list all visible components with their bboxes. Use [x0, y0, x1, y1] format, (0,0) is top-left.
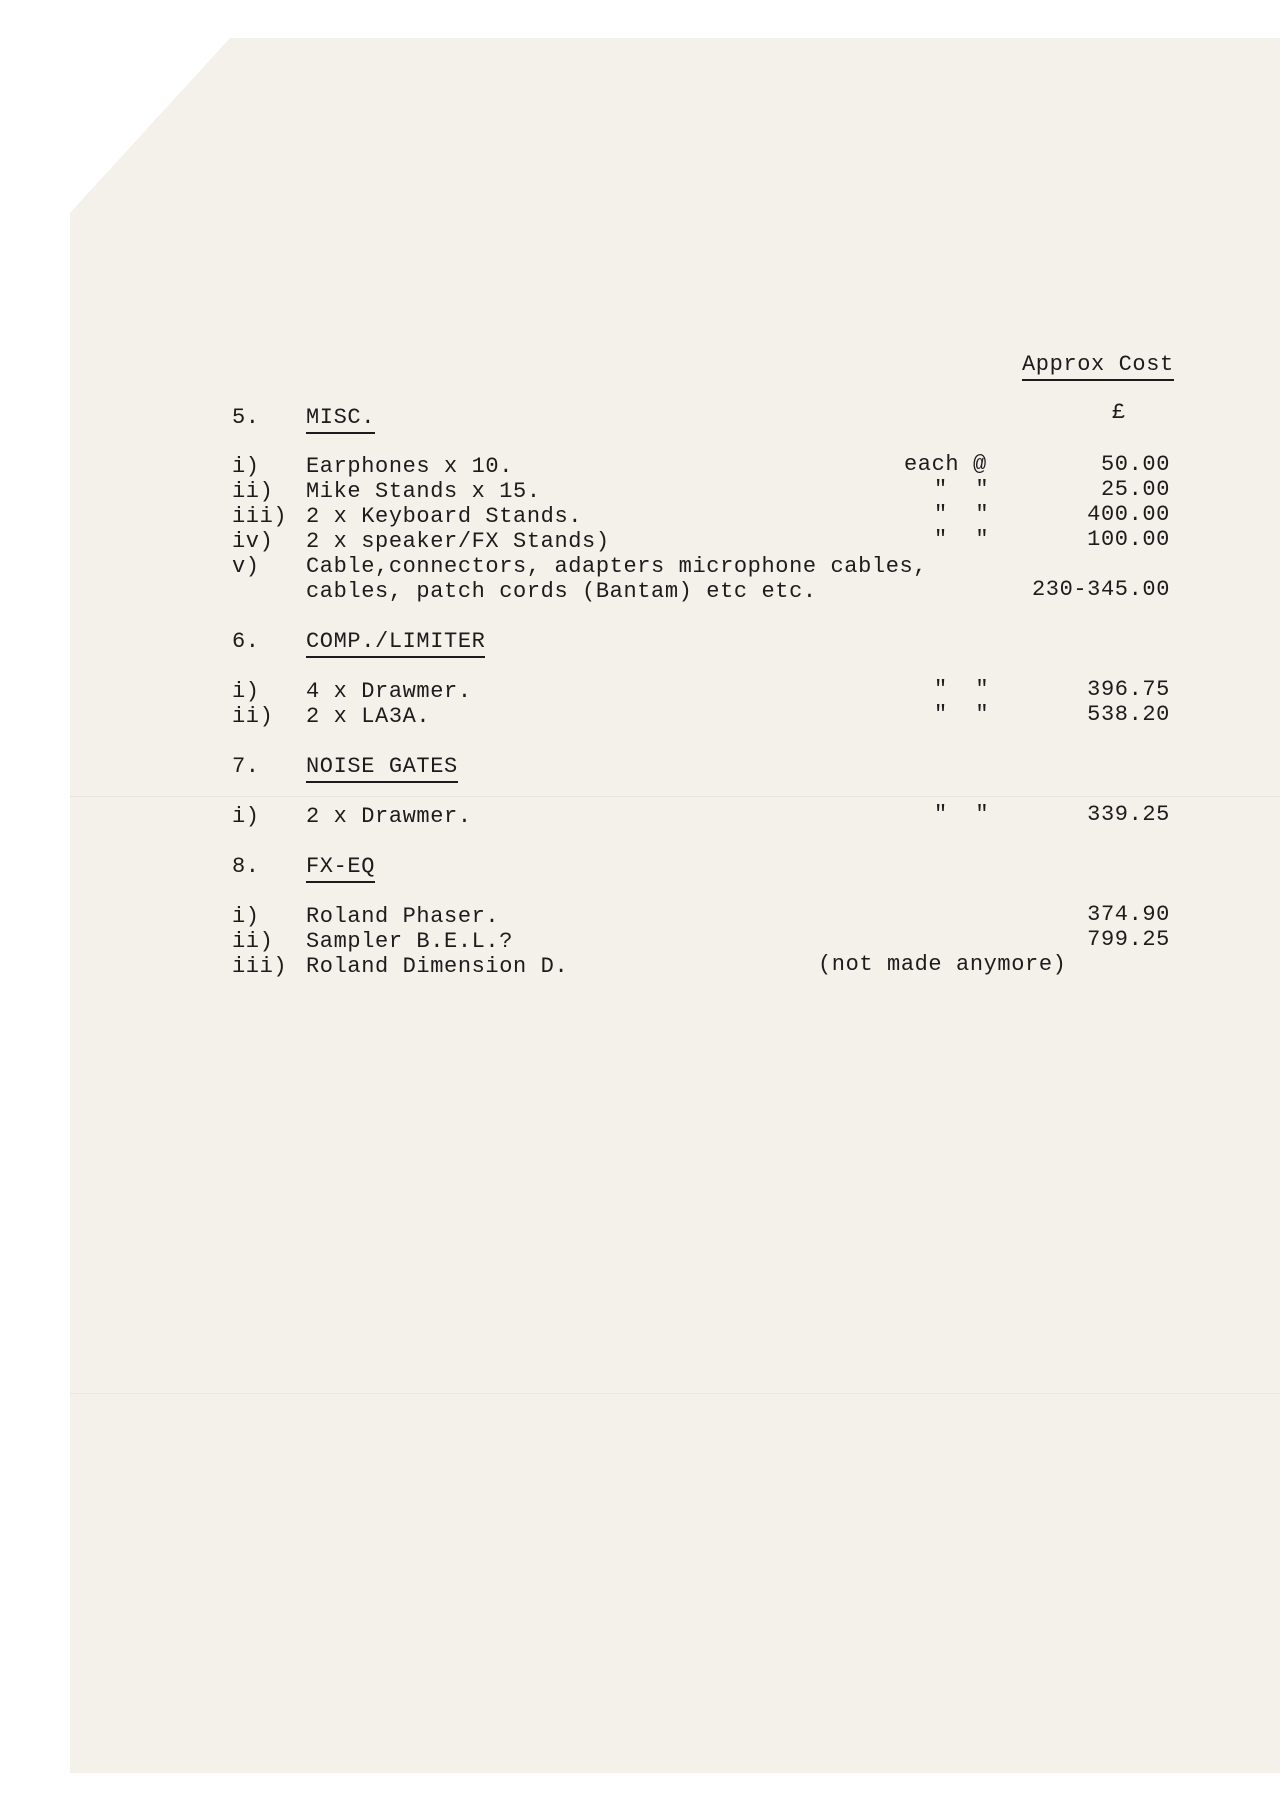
item-note: " "	[934, 477, 990, 502]
item-note: " "	[934, 702, 990, 727]
item-number: iii)	[232, 504, 288, 529]
item-description: 2 x LA3A.	[306, 704, 431, 729]
item-number: iv)	[232, 529, 274, 554]
section-number: 7.	[232, 754, 260, 779]
item-number: iii)	[232, 954, 288, 979]
item-number: ii)	[232, 929, 274, 954]
item-note: " "	[934, 502, 990, 527]
item-description-continued: cables, patch cords (Bantam) etc etc.	[306, 579, 817, 604]
item-note: " "	[934, 802, 990, 827]
item-number: i)	[232, 679, 260, 704]
item-cost: 25.00	[1100, 477, 1170, 502]
item-number: i)	[232, 904, 260, 929]
item-description: 2 x Keyboard Stands.	[306, 504, 583, 529]
item-description: 4 x Drawmer.	[306, 679, 472, 704]
item-cost: 538.20	[1087, 702, 1170, 727]
item-description: 2 x Drawmer.	[306, 804, 472, 829]
item-description: Mike Stands x 15.	[306, 479, 541, 504]
approx-cost-heading: Approx Cost	[1022, 352, 1174, 381]
currency-symbol: £	[1112, 400, 1126, 425]
item-cost: 50.00	[1100, 452, 1170, 477]
item-number: i)	[232, 454, 260, 479]
section-title: NOISE GATES	[306, 754, 458, 783]
section-number: 5.	[232, 405, 260, 430]
section-title: FX-EQ	[306, 854, 375, 883]
item-cost: 100.00	[1087, 527, 1170, 552]
item-number: v)	[232, 554, 260, 579]
item-cost: 339.25	[1087, 802, 1170, 827]
section-title: MISC.	[306, 405, 375, 434]
item-cost: 400.00	[1087, 502, 1170, 527]
section-number: 6.	[232, 629, 260, 654]
item-number: ii)	[232, 704, 274, 729]
fold-crease	[70, 796, 1280, 797]
item-number: ii)	[232, 479, 274, 504]
item-number: i)	[232, 804, 260, 829]
item-note: (not made anymore)	[818, 952, 1067, 977]
item-description: Cable,connectors, adapters microphone cables,	[306, 554, 928, 579]
item-cost: 396.75	[1087, 677, 1170, 702]
item-cost: 230-345.00	[1031, 577, 1170, 602]
item-description: Roland Phaser.	[306, 904, 500, 929]
item-note: " "	[934, 527, 990, 552]
item-note: each @	[904, 452, 987, 477]
item-description: 2 x speaker/FX Stands)	[306, 529, 610, 554]
item-description: Roland Dimension D.	[306, 954, 569, 979]
item-description: Sampler B.E.L.?	[306, 929, 514, 954]
item-cost: 374.90	[1087, 902, 1170, 927]
item-description: Earphones x 10.	[306, 454, 514, 479]
section-title: COMP./LIMITER	[306, 629, 485, 658]
section-number: 8.	[232, 854, 260, 879]
item-note: " "	[934, 677, 990, 702]
item-cost: 799.25	[1087, 927, 1170, 952]
